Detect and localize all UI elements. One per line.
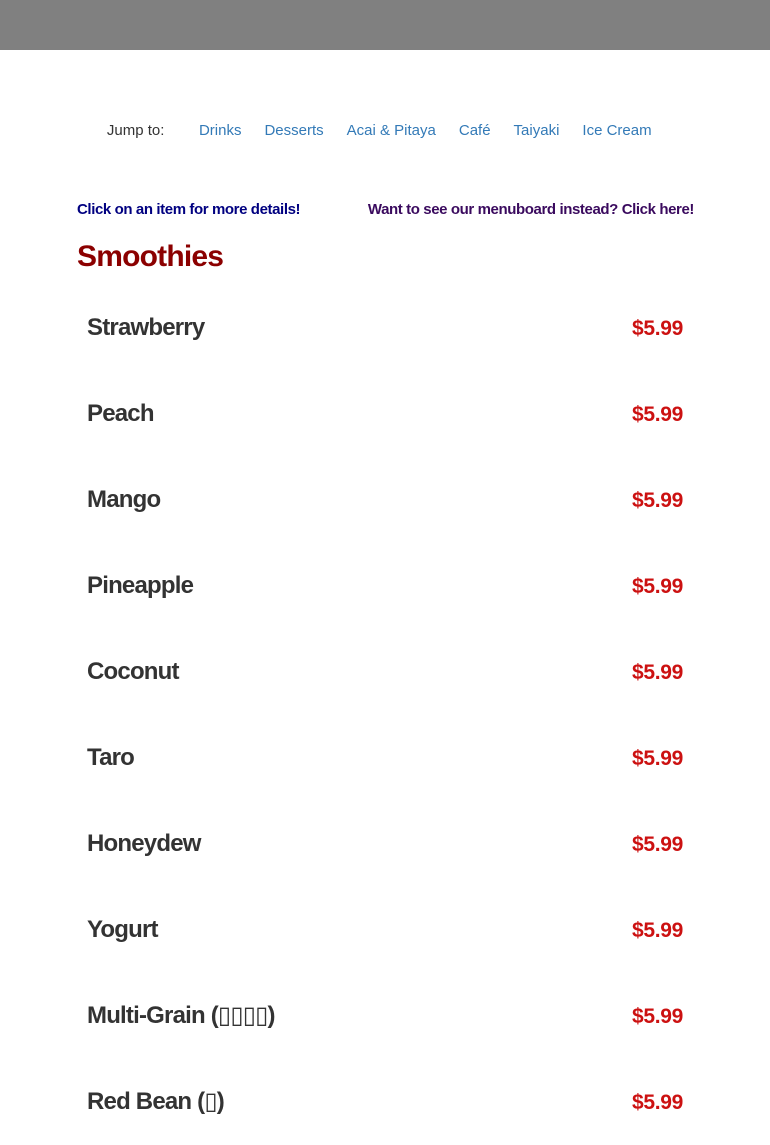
item-name: Peach (87, 400, 154, 427)
item-name: Multi-Grain (▯▯▯▯) (87, 1002, 275, 1029)
menu-item-multi-grain[interactable] (77, 973, 694, 1059)
item-name: Honeydew (87, 830, 201, 857)
jump-nav (0, 120, 770, 142)
jump-link-acai-pitaya[interactable]: Acai & Pitaya (346, 122, 436, 139)
menu-item-red-bean[interactable] (77, 1059, 694, 1145)
item-price: $5.99 (631, 317, 683, 340)
item-price: $5.99 (631, 1005, 683, 1028)
item-price: $5.99 (631, 575, 683, 598)
jump-label: Jump to: (106, 122, 165, 139)
info-row (77, 199, 694, 221)
item-name: Yogurt (87, 916, 158, 943)
item-name: Red Bean (▯) (87, 1088, 224, 1115)
item-name: Mango (87, 486, 161, 513)
menu-item-honeydew[interactable] (77, 801, 694, 887)
menu-item-strawberry[interactable] (77, 285, 694, 371)
item-price: $5.99 (631, 403, 683, 426)
item-name: Pineapple (87, 572, 194, 599)
menu-item-yogurt[interactable] (77, 887, 694, 973)
item-price: $5.99 (631, 747, 683, 770)
item-price: $5.99 (631, 833, 683, 856)
item-price: $5.99 (631, 489, 683, 512)
item-name: Coconut (87, 658, 179, 685)
section-title: Smoothies (77, 240, 224, 273)
menu-item-mango[interactable] (77, 457, 694, 543)
item-price: $5.99 (631, 661, 683, 684)
jump-link-drinks[interactable]: Drinks (198, 122, 242, 139)
menu-list (77, 285, 694, 1145)
item-price: $5.99 (631, 1091, 683, 1114)
item-price: $5.99 (631, 919, 683, 942)
menu-item-coconut[interactable] (77, 629, 694, 715)
details-hint: Click on an item for more details! (77, 201, 301, 218)
item-name: Strawberry (87, 314, 205, 341)
menu-item-pineapple[interactable] (77, 543, 694, 629)
menu-item-taro[interactable] (77, 715, 694, 801)
menu-item-peach[interactable] (77, 371, 694, 457)
jump-link-desserts[interactable]: Desserts (264, 122, 324, 139)
header-bar (0, 0, 770, 50)
menuboard-link[interactable]: Want to see our menuboard instead? Click here! (367, 201, 694, 218)
jump-link-ice-cream[interactable]: Ice Cream (582, 122, 652, 139)
item-name: Taro (87, 744, 135, 771)
jump-link-taiyaki[interactable]: Taiyaki (513, 122, 560, 139)
jump-link-cafe[interactable]: Café (458, 122, 491, 139)
